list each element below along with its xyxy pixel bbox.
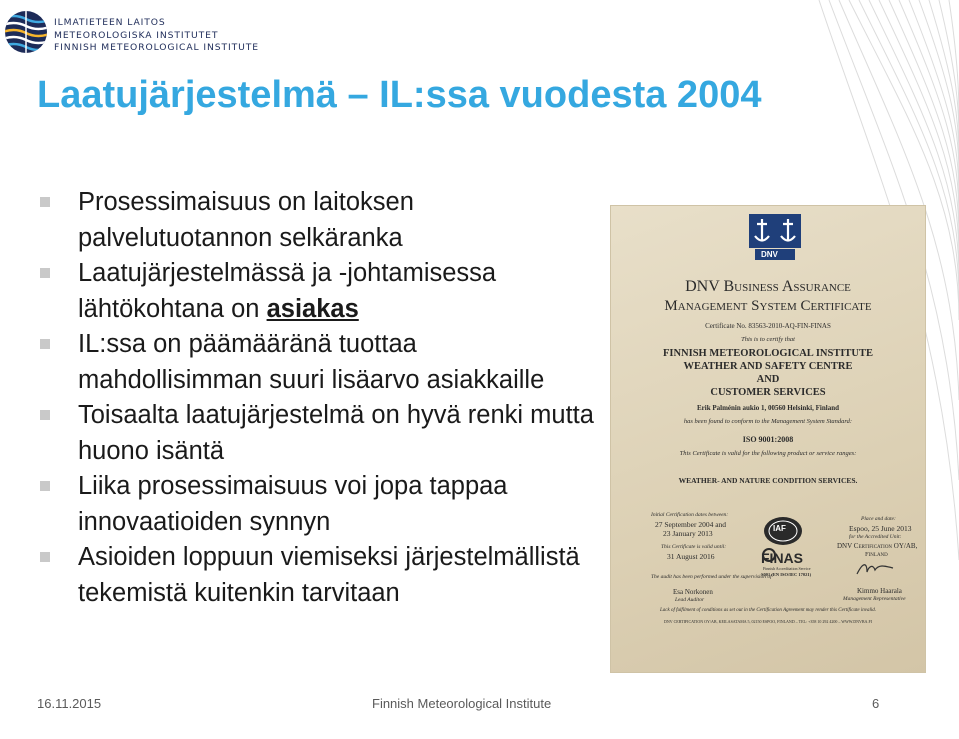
cert-accredited-label: for the Accredited Unit:	[849, 534, 902, 540]
slide-title: Laatujärjestelmä – IL:ssa vuodesta 2004	[37, 74, 762, 116]
logo-line-2: METEOROLOGISKA INSTITUTET	[54, 29, 219, 41]
bullet-square-icon	[40, 339, 50, 349]
cert-standard: ISO 9001:2008	[742, 435, 794, 444]
cert-initial-date-1: 27 September 2004 and	[655, 520, 727, 529]
cert-valid-for: This Certificate is valid for the following product or service ranges:	[679, 450, 857, 457]
cert-valid-until-label: This Certificate is valid until:	[661, 544, 727, 550]
bullet-text: Asioiden loppuun viemiseksi järjestelmällistä tekemistä kuitenkin tarvitaan	[78, 543, 580, 607]
finas-sub: Finnish Accreditation Service	[763, 566, 811, 571]
logo-line-1: ILMATIETEEN LAITOS	[54, 17, 166, 28]
finas-number: S001 (EN ISO/IEC 17021)	[761, 572, 812, 577]
cert-signatory: Kimmo Haarala	[857, 587, 902, 595]
certificate-image	[611, 206, 925, 672]
cert-org-3: AND	[756, 374, 780, 385]
cert-org-1: FINNISH METEOROLOGICAL INSTITUTE	[662, 348, 874, 359]
cert-auditor: Esa Norkonen	[673, 588, 713, 596]
logo-line-3: FINNISH METEOROLOGICAL INSTITUTE	[54, 42, 259, 53]
cert-org-2: WEATHER AND SAFETY CENTRE	[683, 361, 853, 372]
cert-footer-line: DNV CERTIFICATION OY/AB, KEILASATAMA 5, 02150 ESPOO, FINLAND – TEL: +358 10 292 4200 – WWW.DNVBA.FI	[664, 619, 872, 624]
logo-wordmark	[54, 17, 259, 55]
bullet-item	[40, 398, 600, 469]
footer-date: 16.11.2015	[37, 696, 102, 711]
bullet-square-icon	[40, 481, 50, 491]
cert-conform: has been found to conform to the Management System Standard:	[683, 418, 853, 425]
cert-accredited-unit: DNV Certification OY/AB,	[837, 542, 918, 550]
bullet-item	[40, 540, 600, 611]
footer-org: Finnish Meteorological Institute	[372, 696, 552, 711]
bullet-text: Prosessimaisuus on laitoksen palvelutuotannon selkäranka	[78, 188, 414, 252]
bullet-square-icon	[40, 552, 50, 562]
cert-lack-note: Lack of fulfilment of conditions as set out in the Certification Agreement may render this Certificate invalid.	[659, 608, 877, 613]
cert-certify: This is to certify that	[741, 336, 795, 343]
cert-valid-until: 31 August 2016	[667, 552, 715, 561]
cert-place-date: Espoo, 25 June 2013	[849, 524, 912, 533]
cert-number: Certificate No. 83563-2010-AQ-FIN-FINAS	[705, 322, 831, 330]
bullet-square-icon	[40, 197, 50, 207]
signature-icon	[855, 560, 895, 578]
bullet-text: Laatujärjestelmässä ja -johtamisessa lähtökohtana on	[78, 259, 497, 323]
bullet-list	[40, 185, 600, 611]
bullet-item	[40, 327, 600, 398]
bullet-text: Toisaalta laatujärjestelmä on hyvä renki mutta huono isäntä	[78, 401, 594, 465]
cert-address: Erik Palménin aukio 1, 00560 Helsinki, Finland	[697, 404, 839, 412]
footer-page-number: 6	[872, 696, 880, 711]
cert-heading-2: Management System Certificate	[664, 298, 872, 314]
bullet-text: IL:ssa on päämääränä tuottaa mahdollisimman suuri lisäarvo asiakkaille	[78, 330, 545, 394]
bullet-item	[40, 256, 600, 327]
cert-country: Finland	[865, 551, 888, 558]
cert-org-4: CUSTOMER SERVICES	[710, 387, 826, 398]
cert-place-label: Place and date:	[861, 516, 896, 522]
bullet-item	[40, 185, 600, 256]
cert-scope: WEATHER- AND NATURE CONDITION SERVICES.	[678, 476, 858, 485]
cert-auditor-role: Lead Auditor	[675, 597, 705, 603]
globe-logo-icon	[4, 10, 48, 54]
bullet-emphasis: asiakas	[266, 294, 359, 323]
cert-initial-date-2: 23 January 2013	[663, 529, 713, 538]
cert-signatory-role: Management Representative	[843, 596, 906, 602]
fmi-logo	[4, 6, 259, 58]
cert-heading-1: DNV Business Assurance	[685, 278, 851, 295]
bullet-text: Liika prosessimaisuus voi jopa tappaa innovaatioiden synnyn	[78, 472, 508, 536]
finas-label: FINAS	[761, 550, 803, 566]
bullet-square-icon	[40, 268, 50, 278]
dnv-brand: DNV	[761, 250, 778, 259]
cert-initial-label: Initial Certification dates between:	[651, 512, 729, 518]
cert-audit-label: The audit has been performed under the supervision of	[651, 574, 772, 580]
iaf-label: IAF	[773, 524, 786, 533]
bullet-square-icon	[40, 410, 50, 420]
bullet-item	[40, 469, 600, 540]
